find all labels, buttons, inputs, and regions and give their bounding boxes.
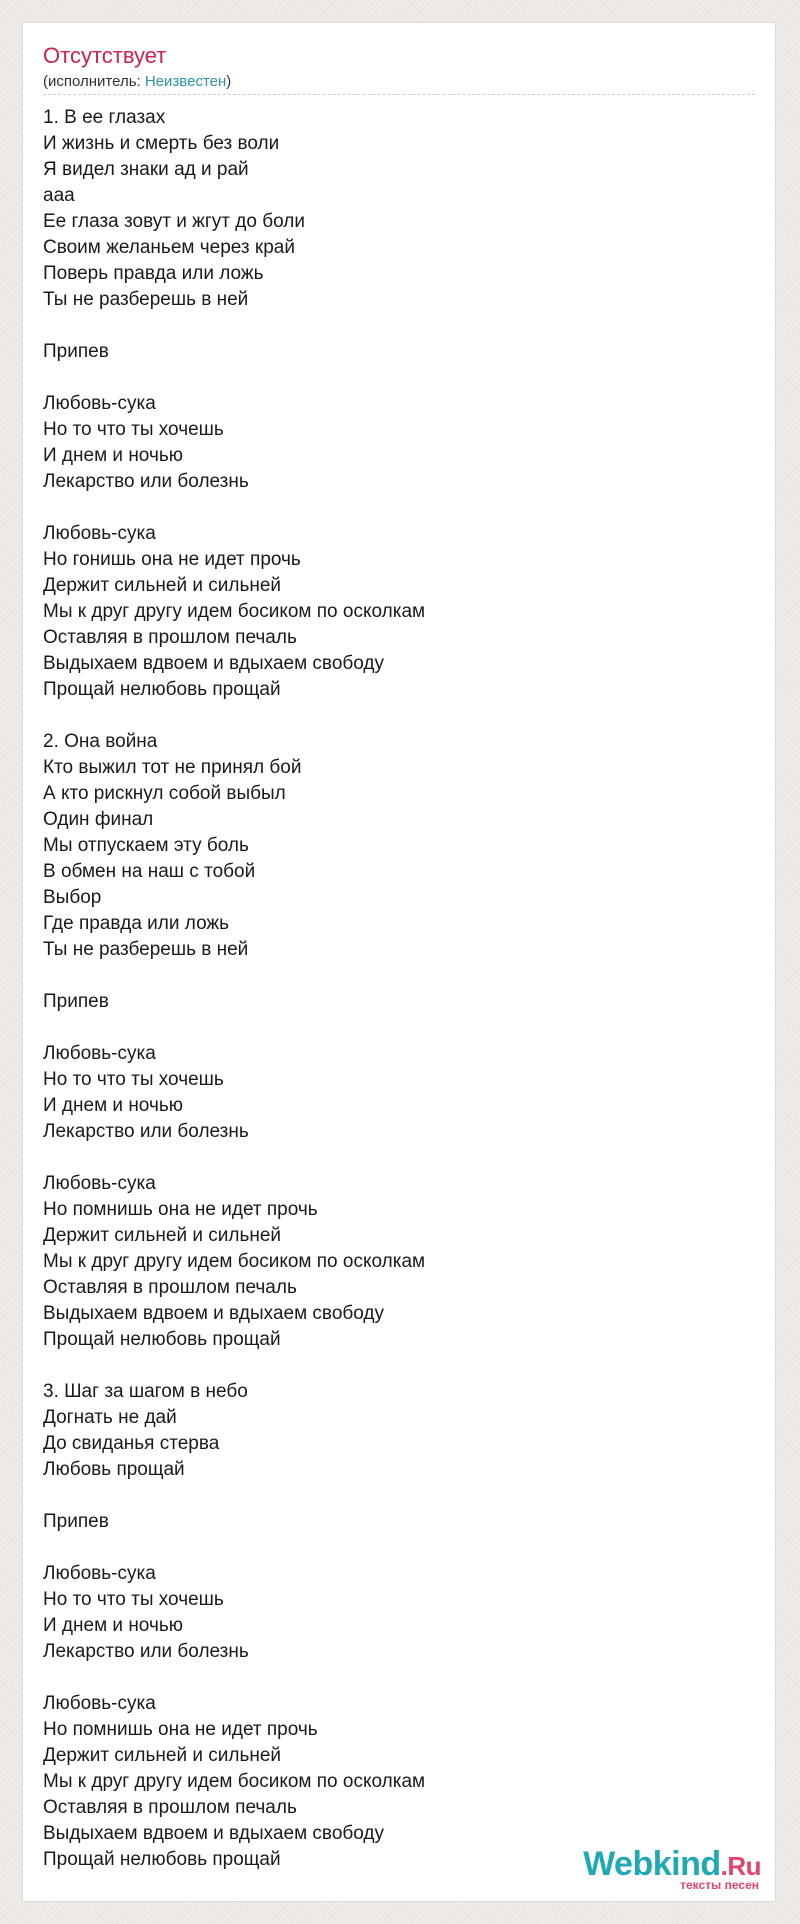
lyric-line: 2. Она война (43, 731, 158, 752)
logo-tagline: тексты песен (680, 1878, 759, 1892)
artist-suffix: ) (226, 73, 232, 90)
lyric-line: А кто рискнул собой выбыл (43, 783, 286, 804)
lyric-line (43, 963, 743, 989)
lyric-line: И днем и ночью (43, 445, 184, 466)
lyric-line (43, 313, 743, 339)
lyric-line: Поверь правда или ложь (43, 263, 264, 284)
lyric-line: Мы к друг другу идем босиком по осколкам (43, 601, 426, 622)
lyric-line: Выдыхаем вдвоем и вдыхаем свободу (43, 1303, 384, 1324)
lyric-line: Я видел знаки ад и рай (43, 159, 249, 180)
lyric-line: 3. Шаг за шагом в небо (43, 1381, 248, 1402)
lyric-line (43, 703, 743, 729)
lyric-line: Любовь-сука (43, 1693, 156, 1714)
lyric-line: Держит сильней и сильней (43, 1745, 282, 1766)
lyric-line: Выдыхаем вдвоем и вдыхаем свободу (43, 653, 384, 674)
lyric-line (43, 1145, 743, 1171)
lyric-line: Ее глаза зовут и жгут до боли (43, 211, 305, 232)
lyric-line: Любовь-сука (43, 1563, 156, 1584)
lyric-line: Но то что ты хочешь (43, 1589, 224, 1610)
lyric-line: Прощай нелюбовь прощай (43, 1329, 281, 1350)
lyric-line: До свиданья стерва (43, 1433, 220, 1454)
title-divider (43, 94, 755, 95)
lyric-line: Держит сильней и сильней (43, 1225, 282, 1246)
webkind-logo[interactable] (559, 1845, 769, 1891)
lyric-line: Прощай нелюбовь прощай (43, 679, 281, 700)
lyric-line: Лекарство или болезнь (43, 1121, 249, 1142)
lyric-line: Догнать не дай (43, 1407, 177, 1428)
artist-prefix: (исполнитель: (43, 73, 145, 90)
lyric-line: Выдыхаем вдвоем и вдыхаем свободу (43, 1823, 384, 1844)
lyric-line (43, 1015, 743, 1041)
lyric-line: ааа (43, 185, 75, 206)
lyric-line (43, 495, 743, 521)
lyric-line (43, 1665, 743, 1691)
lyrics-card (22, 22, 776, 1902)
logo-word: Webkind (583, 1845, 721, 1883)
lyric-line: Держит сильней и сильней (43, 575, 282, 596)
lyric-line: Но то что ты хочешь (43, 419, 224, 440)
lyric-line: Ты не разберешь в ней (43, 289, 249, 310)
lyric-line: Но помнишь она не идет прочь (43, 1199, 318, 1220)
lyric-line: И жизнь и смерть без воли (43, 133, 280, 154)
artist-line (43, 73, 231, 91)
lyric-line: В обмен на наш с тобой (43, 861, 256, 882)
lyric-line: Оставляя в прошлом печаль (43, 1797, 297, 1818)
lyric-line: Своим желаньем через край (43, 237, 295, 258)
lyric-line: Где правда или ложь (43, 913, 230, 934)
lyric-line: Любовь-сука (43, 393, 156, 414)
lyric-line: Припев (43, 1511, 109, 1532)
lyrics-text (43, 105, 743, 1873)
lyric-line: Один финал (43, 809, 154, 830)
lyric-line: Оставляя в прошлом печаль (43, 627, 297, 648)
lyric-line: Любовь-сука (43, 1043, 156, 1064)
lyric-line: Любовь прощай (43, 1459, 185, 1480)
lyric-line: Оставляя в прошлом печаль (43, 1277, 297, 1298)
lyric-line (43, 1483, 743, 1509)
lyric-line: Любовь-сука (43, 1173, 156, 1194)
song-title: Отсутствует (43, 43, 167, 68)
lyric-line: Но то что ты хочешь (43, 1069, 224, 1090)
artist-link[interactable]: Неизвестен (144, 73, 227, 90)
lyric-line: Лекарство или болезнь (43, 471, 249, 492)
lyric-line: Мы к друг другу идем босиком по осколкам (43, 1251, 426, 1272)
lyric-line: Припев (43, 341, 109, 362)
lyric-line (43, 365, 743, 391)
lyric-line: Мы отпускаем эту боль (43, 835, 249, 856)
lyric-line: Ты не разберешь в ней (43, 939, 249, 960)
lyric-line: Любовь-сука (43, 523, 156, 544)
logo-tld: .Ru (720, 1851, 761, 1881)
lyric-line: Кто выжил тот не принял бой (43, 757, 302, 778)
lyric-line: Но помнишь она не идет прочь (43, 1719, 318, 1740)
lyric-line: Припев (43, 991, 109, 1012)
lyric-line: Мы к друг другу идем босиком по осколкам (43, 1771, 426, 1792)
lyric-line: Лекарство или болезнь (43, 1641, 249, 1662)
lyric-line: Но гонишь она не идет прочь (43, 549, 301, 570)
lyric-line: И днем и ночью (43, 1615, 184, 1636)
lyric-line (43, 1535, 743, 1561)
lyric-line: Прощай нелюбовь прощай (43, 1849, 281, 1870)
lyric-line: Выбор (43, 887, 102, 908)
lyric-line: И днем и ночью (43, 1095, 184, 1116)
lyric-line (43, 1353, 743, 1379)
lyric-line: 1. В ее глазах (43, 107, 166, 128)
